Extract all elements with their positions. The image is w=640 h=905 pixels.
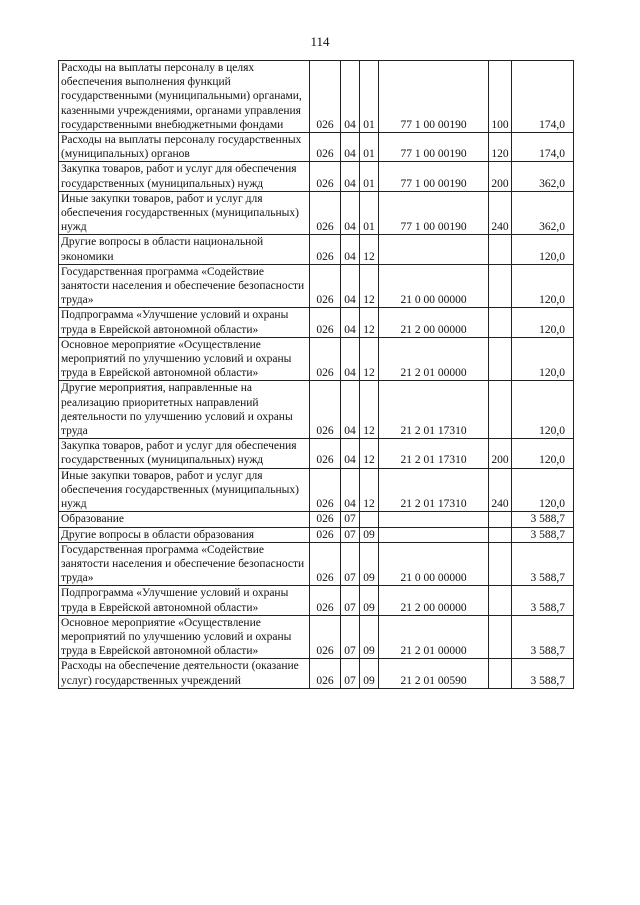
row-expense-type-code: 200 (489, 439, 512, 468)
row-expense-type-code: 120 (489, 133, 512, 162)
row-amount: 120,0 (512, 337, 574, 381)
row-name-cell: Основное мероприятие «Осуществление мероприятий по улучшению условий и охраны труда в Еврейской автономной области» (59, 615, 310, 659)
row-ministry-code: 026 (310, 191, 341, 235)
row-subsection-code: 01 (360, 61, 379, 133)
table-row (59, 512, 574, 527)
table-row (59, 381, 574, 439)
table-row (59, 659, 574, 688)
row-target-code: 21 2 01 17310 (379, 468, 489, 512)
table-row (59, 308, 574, 337)
row-subsection-code: 09 (360, 659, 379, 688)
row-section-code: 04 (341, 191, 360, 235)
row-amount: 3 588,7 (512, 615, 574, 659)
row-ministry-code: 026 (310, 468, 341, 512)
row-name-cell: Закупка товаров, работ и услуг для обеспечения государственных (муниципальных) нужд (59, 439, 310, 468)
row-target-code (379, 527, 489, 542)
row-amount: 3 588,7 (512, 586, 574, 615)
row-subsection-code: 12 (360, 468, 379, 512)
row-ministry-code: 026 (310, 439, 341, 468)
row-ministry-code: 026 (310, 162, 341, 191)
row-target-code: 21 0 00 00000 (379, 264, 489, 308)
row-target-code: 21 2 00 00000 (379, 586, 489, 615)
row-ministry-code: 026 (310, 381, 341, 439)
row-ministry-code: 026 (310, 61, 341, 133)
row-name-cell: Основное мероприятие «Осуществление мероприятий по улучшению условий и охраны труда в Еврейской автономной области» (59, 337, 310, 381)
row-expense-type-code (489, 264, 512, 308)
row-section-code: 07 (341, 527, 360, 542)
table-row (59, 615, 574, 659)
row-expense-type-code (489, 235, 512, 264)
row-section-code: 04 (341, 162, 360, 191)
row-ministry-code: 026 (310, 512, 341, 527)
row-target-code (379, 235, 489, 264)
row-name-cell: Расходы на выплаты персоналу в целях обеспечения выполнения функций государственными (муниципальными) органами, казенными учреждениями, органами управления государственными внебюджетными фондами (59, 61, 310, 133)
row-subsection-code: 09 (360, 586, 379, 615)
row-name-cell: Другие вопросы в области образования (59, 527, 310, 542)
row-target-code: 21 2 01 00000 (379, 615, 489, 659)
row-target-code: 21 0 00 00000 (379, 542, 489, 586)
row-subsection-code: 12 (360, 235, 379, 264)
row-section-code: 04 (341, 235, 360, 264)
row-subsection-code: 01 (360, 162, 379, 191)
row-amount: 362,0 (512, 162, 574, 191)
row-section-code: 04 (341, 381, 360, 439)
row-name-cell: Иные закупки товаров, работ и услуг для обеспечения государственных (муниципальных) нужд (59, 191, 310, 235)
row-section-code: 04 (341, 439, 360, 468)
table-row (59, 337, 574, 381)
row-target-code: 21 2 01 00590 (379, 659, 489, 688)
row-section-code: 07 (341, 586, 360, 615)
row-ministry-code: 026 (310, 133, 341, 162)
row-amount: 120,0 (512, 264, 574, 308)
row-subsection-code: 09 (360, 542, 379, 586)
row-section-code: 04 (341, 468, 360, 512)
row-expense-type-code: 240 (489, 191, 512, 235)
row-amount: 3 588,7 (512, 527, 574, 542)
row-amount: 174,0 (512, 133, 574, 162)
row-ministry-code: 026 (310, 264, 341, 308)
row-target-code: 21 2 00 00000 (379, 308, 489, 337)
row-ministry-code: 026 (310, 308, 341, 337)
row-subsection-code: 09 (360, 527, 379, 542)
row-subsection-code: 09 (360, 615, 379, 659)
row-section-code: 07 (341, 615, 360, 659)
row-subsection-code: 12 (360, 337, 379, 381)
row-ministry-code: 026 (310, 542, 341, 586)
row-target-code: 21 2 01 00000 (379, 337, 489, 381)
row-subsection-code: 12 (360, 381, 379, 439)
row-name-cell: Другие мероприятия, направленные на реализацию приоритетных направлений деятельности по улучшению условий и охраны труда (59, 381, 310, 439)
row-subsection-code (360, 512, 379, 527)
row-subsection-code: 01 (360, 191, 379, 235)
table-row (59, 586, 574, 615)
row-amount: 174,0 (512, 61, 574, 133)
row-target-code: 21 2 01 17310 (379, 439, 489, 468)
row-amount: 3 588,7 (512, 542, 574, 586)
row-ministry-code: 026 (310, 615, 341, 659)
row-expense-type-code: 200 (489, 162, 512, 191)
row-section-code: 04 (341, 61, 360, 133)
table-row (59, 542, 574, 586)
table-row (59, 439, 574, 468)
row-amount: 120,0 (512, 439, 574, 468)
row-name-cell: Другие вопросы в области национальной экономики (59, 235, 310, 264)
row-name-cell: Расходы на выплаты персоналу государственных (муниципальных) органов (59, 133, 310, 162)
row-name-cell: Государственная программа «Содействие занятости населения и обеспечение безопасности труда» (59, 264, 310, 308)
row-ministry-code: 026 (310, 659, 341, 688)
row-amount: 120,0 (512, 308, 574, 337)
row-subsection-code: 12 (360, 439, 379, 468)
row-section-code: 04 (341, 308, 360, 337)
row-name-cell: Подпрограмма «Улучшение условий и охраны труда в Еврейской автономной области» (59, 586, 310, 615)
row-section-code: 07 (341, 512, 360, 527)
table-row (59, 527, 574, 542)
row-target-code: 21 2 01 17310 (379, 381, 489, 439)
row-subsection-code: 12 (360, 308, 379, 337)
row-amount: 362,0 (512, 191, 574, 235)
row-name-cell: Иные закупки товаров, работ и услуг для обеспечения государственных (муниципальных) нужд (59, 468, 310, 512)
row-expense-type-code (489, 381, 512, 439)
budget-table-body (59, 61, 574, 689)
row-ministry-code: 026 (310, 337, 341, 381)
table-row (59, 264, 574, 308)
row-amount: 3 588,7 (512, 659, 574, 688)
row-amount: 120,0 (512, 468, 574, 512)
row-target-code: 77 1 00 00190 (379, 162, 489, 191)
row-target-code: 77 1 00 00190 (379, 133, 489, 162)
row-target-code: 77 1 00 00190 (379, 191, 489, 235)
row-name-cell: Государственная программа «Содействие занятости населения и обеспечение безопасности труда» (59, 542, 310, 586)
row-section-code: 04 (341, 264, 360, 308)
row-expense-type-code (489, 615, 512, 659)
row-expense-type-code (489, 586, 512, 615)
table-row (59, 235, 574, 264)
row-expense-type-code (489, 527, 512, 542)
budget-table (58, 60, 574, 689)
row-target-code: 77 1 00 00190 (379, 61, 489, 133)
table-row (59, 162, 574, 191)
row-name-cell: Расходы на обеспечение деятельности (оказание услуг) государственных учреждений (59, 659, 310, 688)
row-amount: 120,0 (512, 235, 574, 264)
row-expense-type-code: 240 (489, 468, 512, 512)
row-expense-type-code (489, 542, 512, 586)
row-name-cell: Подпрограмма «Улучшение условий и охраны труда в Еврейской автономной области» (59, 308, 310, 337)
row-section-code: 07 (341, 542, 360, 586)
table-row (59, 61, 574, 133)
row-target-code (379, 512, 489, 527)
row-expense-type-code (489, 308, 512, 337)
row-section-code: 04 (341, 337, 360, 381)
row-amount: 120,0 (512, 381, 574, 439)
table-row (59, 468, 574, 512)
row-ministry-code: 026 (310, 527, 341, 542)
table-row (59, 191, 574, 235)
row-section-code: 04 (341, 133, 360, 162)
row-name-cell: Образование (59, 512, 310, 527)
row-subsection-code: 12 (360, 264, 379, 308)
row-ministry-code: 026 (310, 235, 341, 264)
row-expense-type-code (489, 659, 512, 688)
row-name-cell: Закупка товаров, работ и услуг для обеспечения государственных (муниципальных) нужд (59, 162, 310, 191)
row-expense-type-code (489, 512, 512, 527)
row-expense-type-code: 100 (489, 61, 512, 133)
row-ministry-code: 026 (310, 586, 341, 615)
row-expense-type-code (489, 337, 512, 381)
row-subsection-code: 01 (360, 133, 379, 162)
page-number: 114 (310, 34, 330, 49)
row-section-code: 07 (341, 659, 360, 688)
table-row (59, 133, 574, 162)
row-amount: 3 588,7 (512, 512, 574, 527)
